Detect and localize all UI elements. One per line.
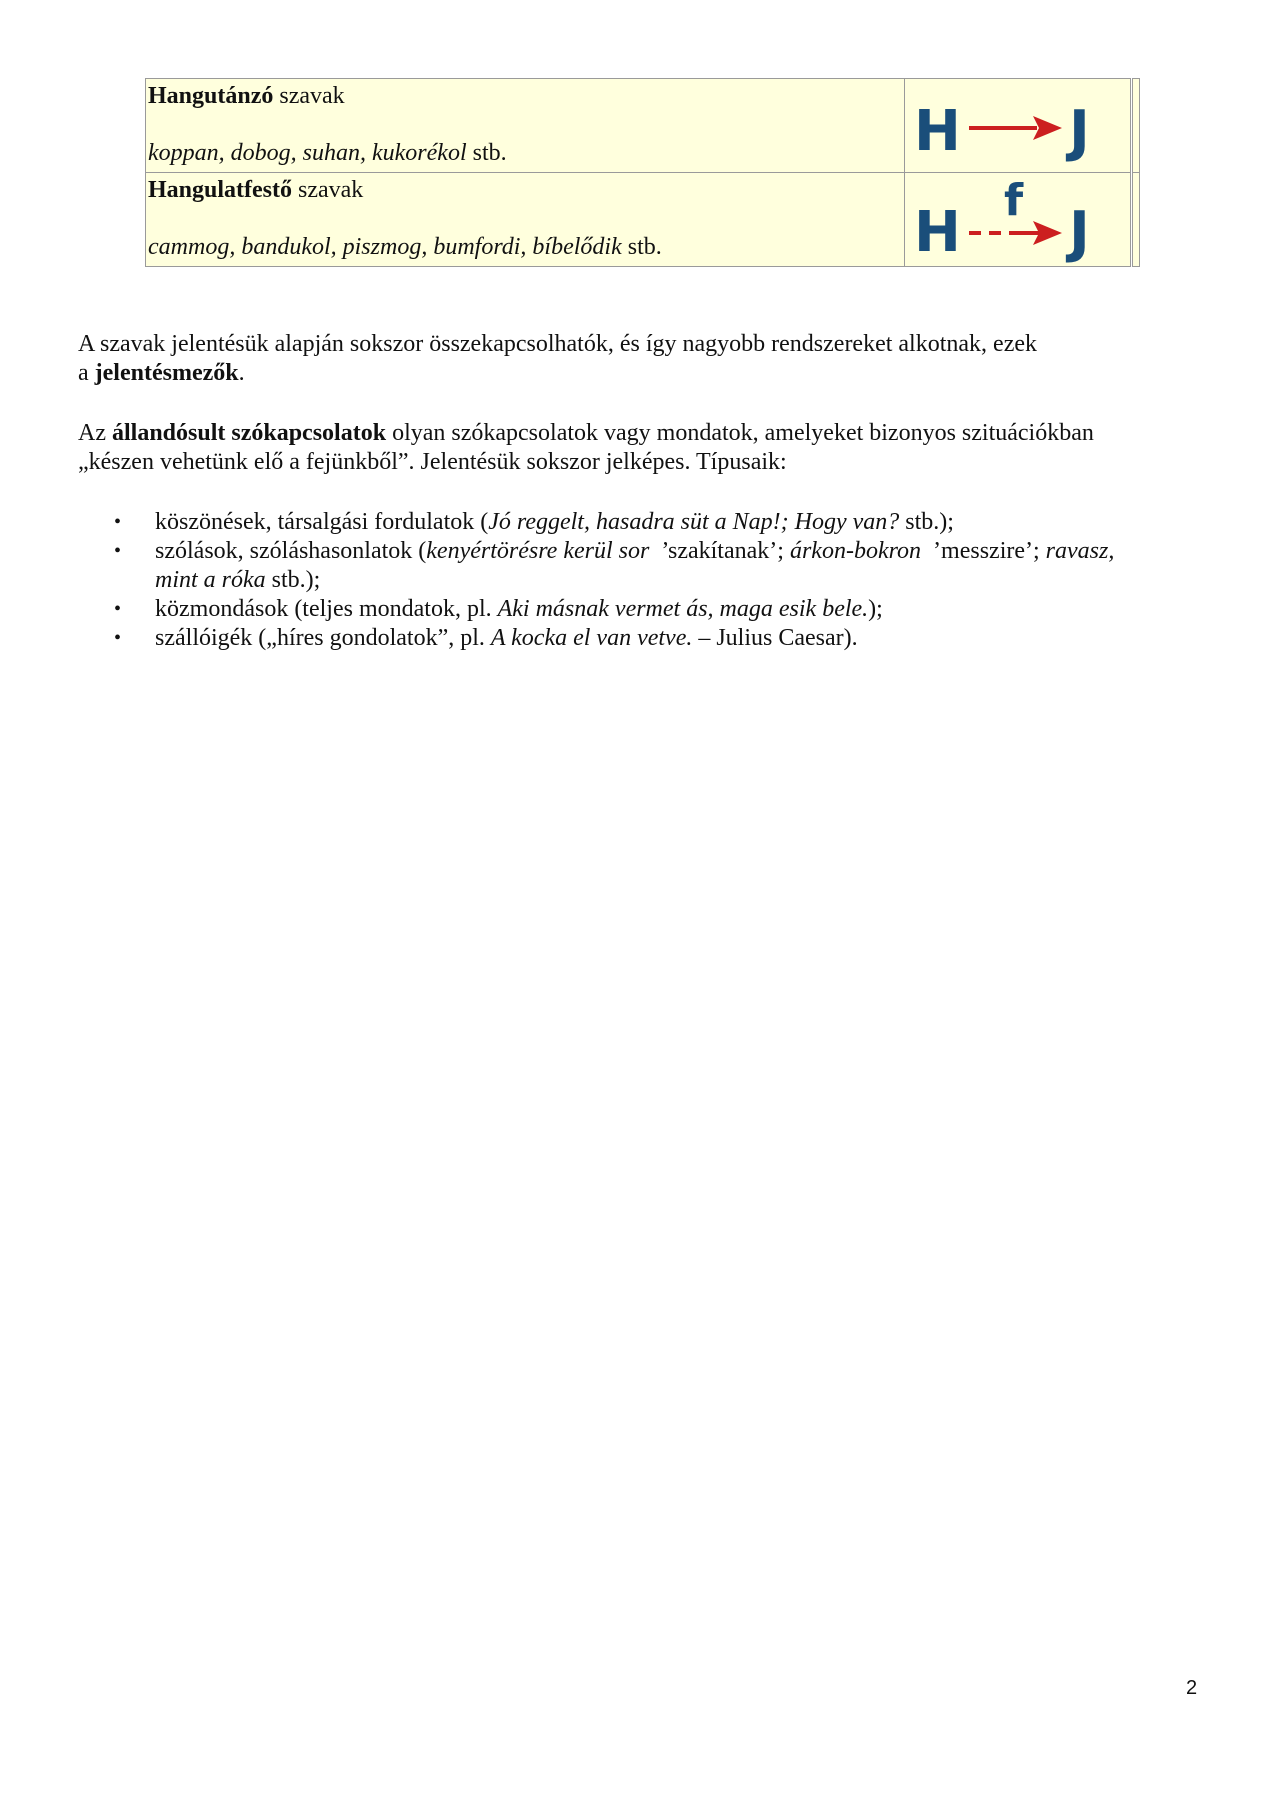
- paragraph-fixed-phrases: [78, 419, 1198, 477]
- table-cell-icon: [905, 173, 1132, 267]
- row-examples: [148, 139, 902, 168]
- row-examples-rest: stb.: [466, 140, 507, 166]
- paragraph1-line2-pre: a: [78, 360, 95, 386]
- page-number: 2: [1186, 1677, 1198, 1699]
- table-edge: [1132, 173, 1140, 267]
- item-text: közmondások (teljes mondatok, pl.: [155, 596, 498, 622]
- paragraph2-bold-term: állandósult szókapcsolatok: [111, 420, 387, 446]
- bullet-icon: •: [114, 511, 122, 533]
- row-title: [148, 82, 902, 111]
- table-edge: [1132, 79, 1140, 173]
- types-list: [78, 508, 1208, 653]
- row-examples-italic: cammog, bandukol, piszmog, bumfordi, bíbelődik: [148, 234, 622, 260]
- list-item: [78, 508, 1208, 537]
- item-text: );: [868, 596, 883, 622]
- bullet-icon: •: [114, 540, 122, 562]
- list-item: [78, 624, 1208, 653]
- item-italic: Jó reggelt, hasadra süt a Nap!; Hogy van?: [488, 509, 900, 535]
- item-text: – Julius Caesar).: [692, 625, 858, 651]
- table-cell-text: [146, 79, 905, 173]
- item-text: köszönések, társalgási fordulatok (: [155, 509, 489, 535]
- bullet-icon: •: [114, 598, 122, 620]
- row-title-rest: szavak: [292, 177, 364, 203]
- item-text: szólások, szóláshasonlatok (: [155, 538, 427, 564]
- table-cell-icon: [905, 79, 1132, 173]
- list-item: [78, 595, 1208, 624]
- table-row: [146, 173, 1140, 267]
- item-italic: Aki másnak vermet ás, maga esik bele.: [497, 596, 869, 622]
- paragraph2-rest: olyan szókapcsolatok vagy mondatok, amelyeket bizonyos szituációkban: [386, 420, 1094, 446]
- row-title-rest: szavak: [273, 83, 345, 109]
- row-title-bold: Hangulatfestő: [148, 177, 292, 203]
- dashed-arrow-icon: [909, 177, 1124, 263]
- paragraph2-line2: „készen vehetünk elő a fejünkből”. Jelentésük sokszor jelképes. Típusaik:: [78, 449, 787, 475]
- diagram-mid-letter: f: [1004, 177, 1024, 226]
- item-text: ’messzire’;: [921, 538, 1046, 564]
- diagram-left-letter: H: [914, 99, 961, 164]
- row-examples-italic: koppan, dobog, suhan, kukorékol: [148, 140, 467, 166]
- item-text: szállóigék („híres gondolatok”, pl.: [155, 625, 491, 651]
- diagram-left-letter: H: [914, 200, 961, 263]
- item-italic: mint a róka: [155, 567, 266, 593]
- paragraph-meaning-fields: [78, 330, 1198, 388]
- row-examples: [148, 233, 902, 262]
- row-title: [148, 176, 902, 205]
- item-italic: A kocka el van vetve.: [490, 625, 693, 651]
- item-italic: kenyértörésre kerül sor: [426, 538, 650, 564]
- item-text: ’szakítanak’;: [649, 538, 790, 564]
- paragraph2-pre: Az: [78, 420, 112, 446]
- bullet-icon: •: [114, 627, 122, 649]
- item-italic: ravasz,: [1045, 538, 1115, 564]
- list-item: [78, 537, 1208, 595]
- item-italic: árkon-bokron: [789, 538, 922, 564]
- paragraph1-line1: A szavak jelentésük alapján sokszor összekapcsolhatók, és így nagyobb rendszereket alkotnak, ezek: [78, 331, 1038, 357]
- table-cell-text: [146, 173, 905, 267]
- row-title-bold: Hangutánzó: [148, 83, 274, 109]
- diagram-right-letter: J: [1069, 200, 1090, 263]
- diagram-right-letter: J: [1069, 99, 1090, 164]
- item-text: stb.);: [265, 567, 321, 593]
- direct-arrow-icon: [909, 83, 1124, 169]
- table-row: [146, 79, 1140, 173]
- row-examples-rest: stb.: [621, 234, 662, 260]
- item-text: stb.);: [899, 509, 954, 535]
- arrow-head: [1033, 116, 1062, 140]
- paragraph1-bold-term: jelentésmezők: [94, 360, 239, 386]
- word-types-table: [145, 78, 1140, 267]
- paragraph1-line2-post: .: [238, 360, 245, 386]
